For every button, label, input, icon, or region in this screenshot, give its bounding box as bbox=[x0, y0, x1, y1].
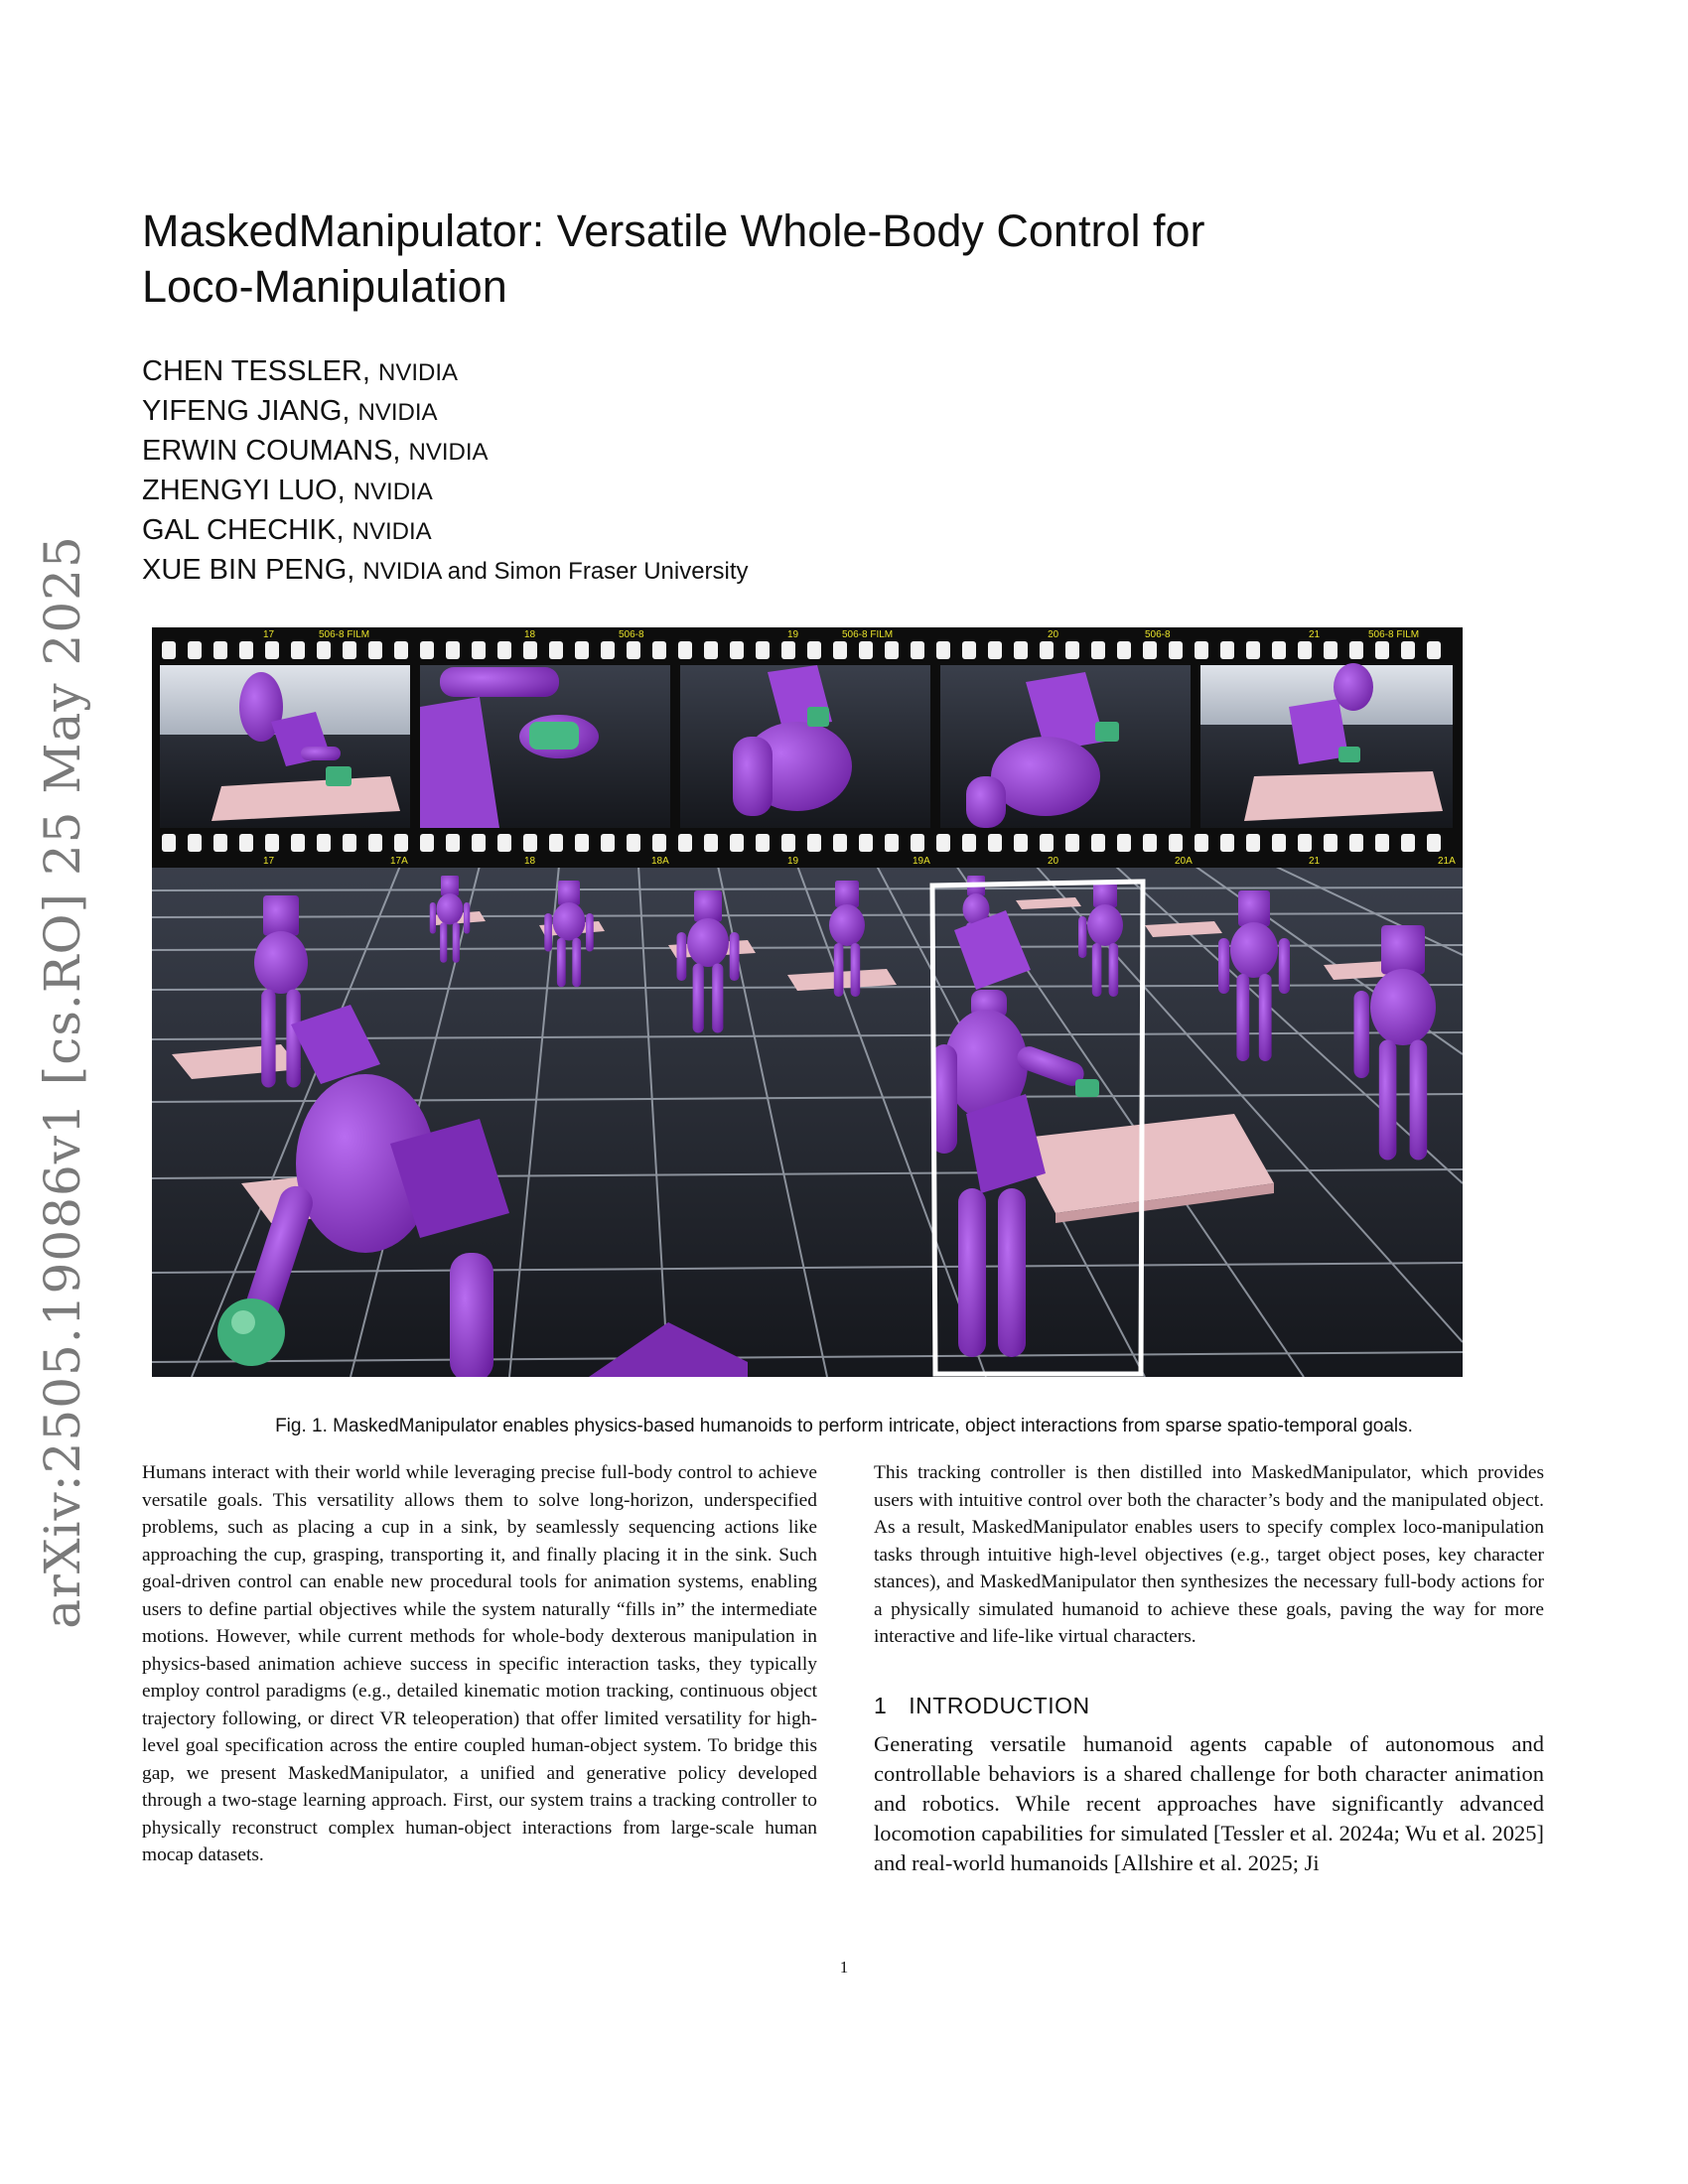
film-frame-4 bbox=[940, 665, 1191, 828]
film-label: 19 bbox=[787, 856, 799, 867]
author-name: ERWIN COUMANS bbox=[142, 435, 393, 467]
film-label: 20 bbox=[1048, 629, 1059, 640]
abstract-column-left bbox=[142, 1459, 817, 1869]
author-affiliation: NVIDIA bbox=[408, 439, 489, 466]
page-number: 1 bbox=[839, 1958, 849, 1977]
author-name: ZHENGYI LUO bbox=[142, 475, 338, 506]
author-affiliation-extra: and Simon Fraser University bbox=[441, 558, 749, 585]
film-frame-2 bbox=[420, 665, 670, 828]
film-label: 21A bbox=[1438, 856, 1456, 867]
title-line-1: MaskedManipulator: Versatile Whole-Body Control for bbox=[142, 205, 1205, 256]
author-name: GAL CHECHIK bbox=[142, 514, 337, 546]
film-label: 17A bbox=[390, 856, 408, 867]
author-entry: ERWIN COUMANS, NVIDIA bbox=[142, 435, 489, 467]
teaser-figure bbox=[152, 627, 1463, 1377]
film-label: 18A bbox=[651, 856, 669, 867]
film-label: 21 bbox=[1309, 856, 1321, 867]
film-label: 19 bbox=[787, 629, 799, 640]
author-list bbox=[142, 352, 1234, 591]
author-entry: XUE BIN PENG, NVIDIA and Simon Fraser University bbox=[142, 554, 749, 586]
title-line-2: Loco-Manipulation bbox=[142, 261, 507, 312]
film-label: 506-8 bbox=[1145, 629, 1171, 640]
author-entry: CHEN TESSLER, NVIDIA bbox=[142, 355, 459, 387]
author-name: XUE BIN PENG bbox=[142, 554, 348, 586]
abstract-column-right bbox=[874, 1459, 1544, 1878]
film-strip bbox=[152, 627, 1463, 868]
author-affiliation: NVIDIA bbox=[357, 399, 438, 426]
paper-title bbox=[142, 204, 1383, 315]
film-frame-3 bbox=[680, 665, 930, 828]
film-label: 18 bbox=[524, 856, 536, 867]
arxiv-identifier: arXiv:2505.19086v1 [cs.RO] 25 May 2025 bbox=[34, 535, 91, 1629]
film-label: 20 bbox=[1048, 856, 1059, 867]
film-label: 19A bbox=[913, 856, 930, 867]
film-label: 506-8 FILM bbox=[842, 629, 894, 640]
film-label: 506-8 FILM bbox=[319, 629, 370, 640]
film-frame-5 bbox=[1200, 663, 1453, 828]
abstract-paragraph: This tracking controller is then distilled into MaskedManipulator, which provides users with intuitive control over both the character’s body and the manipulated object. As a result, MaskedManipulator enables users to specify complex loco-manipulation tasks through intuitive high-level objectives (e.g., target object poses, key character stances), and MaskedManipulator then synthesizes the necessary full-body actions for a physically simulated humanoid to achieve these goals, paving the way for more interactive and life-like virtual characters. bbox=[874, 1462, 1544, 1647]
abstract-paragraph: Humans interact with their world while leveraging precise full-body control to achieve versatile goals. This versatility allows them to solve long-horizon, underspecified problems, such as placing a cup in a sink, by seamlessly sequencing actions like approaching the cup, grasping, transporting it, and finally placing it in the sink. Such goal-driven control can enable new procedural tools for animation systems, enabling users to define partial objectives while the system naturally “fills in” the intermediate motions. However, while current methods for whole-body dexterous manipulation in physics-based animation achieve success in specific interaction tasks, they typically employ control paradigms (e.g., detailed kinematic motion tracking, continuous object trajectory following, or direct VR teleoperation) that offer limited versatility for high-level goal specification across the entire coupled human-object system. To bridge this gap, we present MaskedManipulator, a unified and generative policy developed through a two-stage learning approach. First, our system trains a tracking controller to physically reconstruct complex human-object interactions from large-scale human mocap datasets. bbox=[142, 1462, 817, 1865]
film-label: 17 bbox=[263, 629, 275, 640]
film-label: 506-8 bbox=[619, 629, 644, 640]
author-affiliation: NVIDIA bbox=[362, 558, 442, 585]
author-affiliation: NVIDIA bbox=[378, 359, 459, 386]
author-name: CHEN TESSLER bbox=[142, 355, 362, 387]
author-name: YIFENG JIANG bbox=[142, 395, 343, 427]
film-label: 20A bbox=[1175, 856, 1193, 867]
film-label: 506-8 FILM bbox=[1368, 629, 1420, 640]
author-entry: YIFENG JIANG, NVIDIA bbox=[142, 395, 438, 427]
crowd-scene bbox=[152, 866, 1463, 1377]
section-number: 1 bbox=[874, 1692, 888, 1718]
film-frame-1 bbox=[160, 665, 410, 828]
figure-caption: Fig. 1. MaskedManipulator enables physics-based humanoids to perform intricate, object interactions from sparse spatio-temporal goals. bbox=[275, 1416, 1413, 1436]
film-label: 21 bbox=[1309, 629, 1321, 640]
author-affiliation: NVIDIA bbox=[352, 518, 432, 545]
film-label: 18 bbox=[524, 629, 536, 640]
section-heading bbox=[874, 1693, 1544, 1720]
author-entry: ZHENGYI LUO, NVIDIA bbox=[142, 475, 433, 506]
section-title: INTRODUCTION bbox=[909, 1692, 1090, 1718]
author-affiliation: NVIDIA bbox=[352, 478, 433, 505]
author-entry: GAL CHECHIK, NVIDIA bbox=[142, 514, 432, 546]
arxiv-sidebar bbox=[28, 535, 97, 1629]
film-label: 17 bbox=[263, 856, 275, 867]
intro-paragraph: Generating versatile humanoid agents capable of autonomous and controllable behaviors is a shared challenge for both character animation and robotics. While recent approaches have significantly advanced locomotion capabilities for simulated [Tessler et al. 2024a; Wu et al. 2025] and real-world humanoids [Allshire et al. 2025; Ji bbox=[874, 1731, 1544, 1875]
